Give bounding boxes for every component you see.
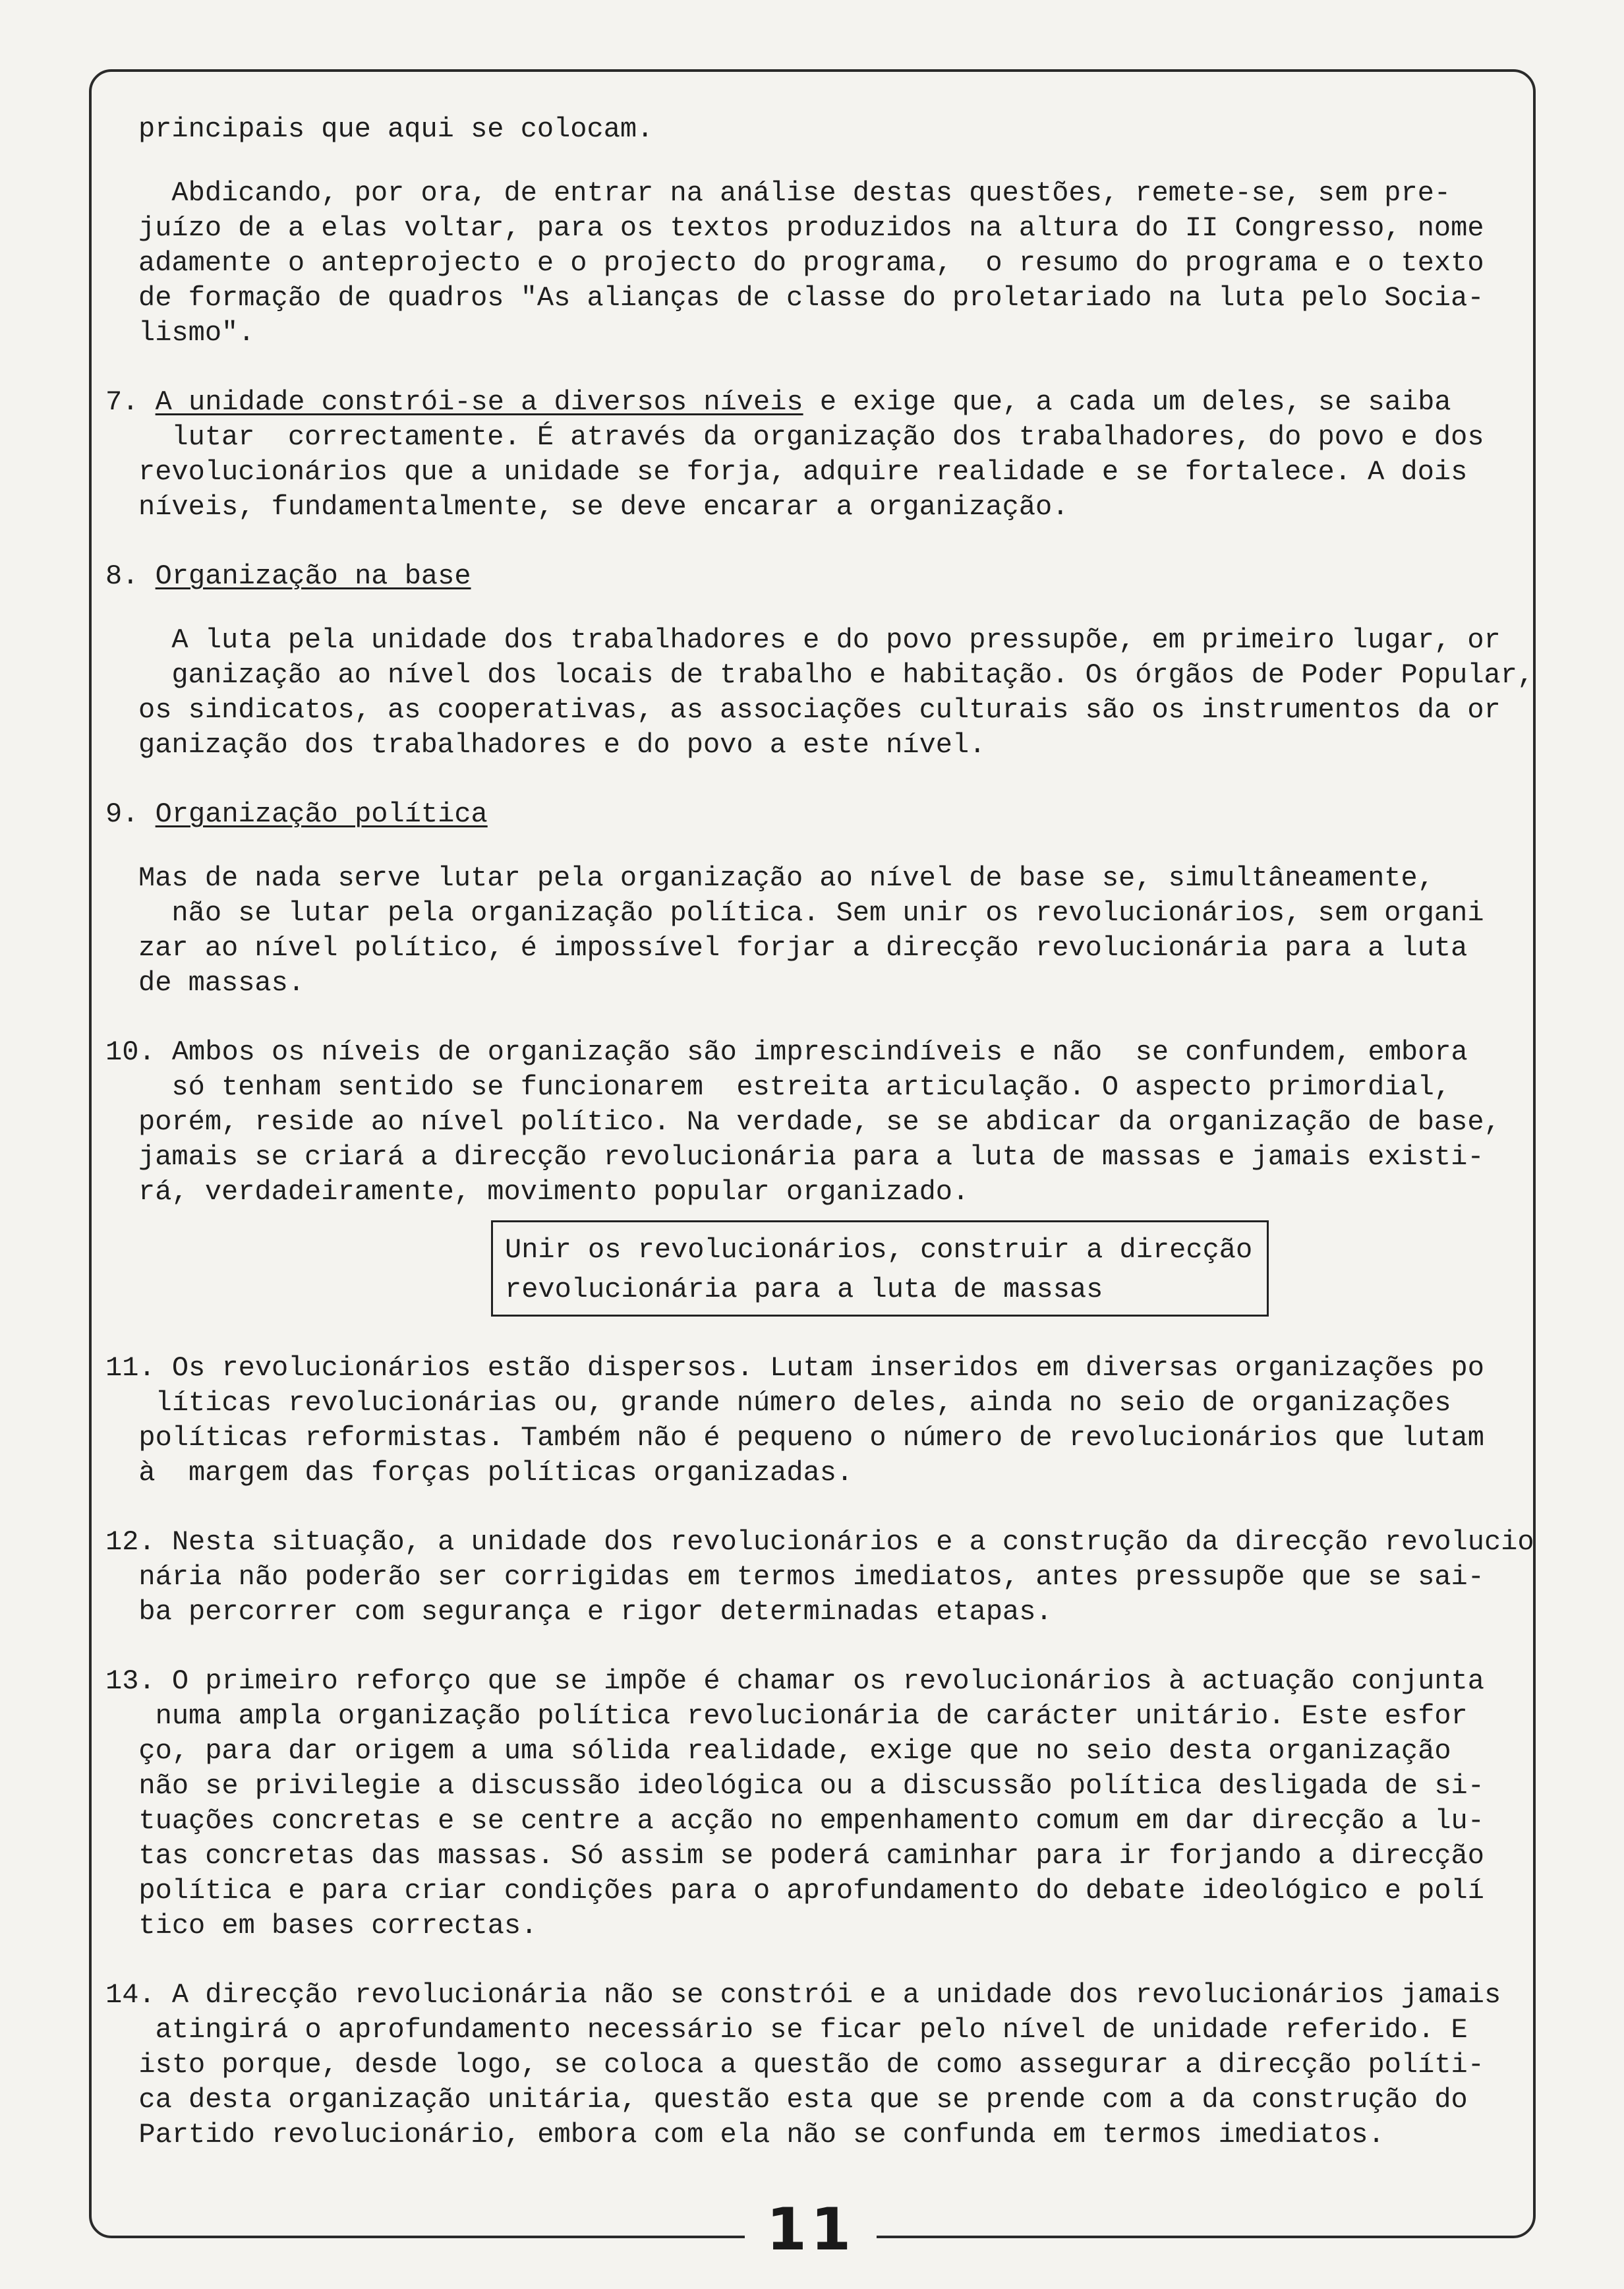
section-number: 9. [105,798,139,830]
text-line: ço, para dar origem a uma sólida realidade, exige que no seio desta organização [105,1735,1451,1767]
text-line: lutar correctamente. É através da organização dos trabalhadores, do povo e dos [138,421,1484,453]
text-line [105,1664,1496,1699]
text-line: política e para criar condições para o aprofundamento do debate ideológico e polí [105,1875,1484,1907]
section-number: 11. [105,1352,156,1384]
section-14 [105,1978,1501,2153]
section-8 [105,559,1534,763]
section-first-line: A direcção revolucionária não se constrói e a unidade dos revolucionários jamais [155,1979,1501,2011]
text-line: de formação de quadros "As alianças de classe do proletariado na luta pelo Socia- [138,282,1484,314]
callout-line: Unir os revolucionários, construir a direcção [505,1234,1253,1266]
section-11 [105,1351,1496,1491]
section-number: 10. [105,1036,156,1068]
section-first-line: O primeiro reforço que se impõe é chamar os revolucionários à actuação conjunta [155,1665,1484,1697]
text-line: tico em bases correctas. [105,1910,538,1942]
text-line: ganização ao nível dos locais de trabalho e habitação. Os órgãos de Poder Popular, [138,659,1534,691]
section-heading-rest: Ambos os níveis de organização são imprescindíveis e não se confundem, embora [155,1036,1468,1068]
text-line: ganização dos trabalhadores e do povo a este nível. [138,729,986,761]
section-9 [105,797,1496,1001]
section-heading: Organização na base [155,560,471,592]
section-number: 8. [105,560,139,592]
text-line: jamais se criará a direcção revolucionária para a luta de massas e jamais existi- [138,1141,1484,1173]
section-first-line: Nesta situação, a unidade dos revolucionários e a construção da direcção revolucio [155,1526,1534,1558]
text-line: ba percorrer com segurança e rigor determinadas etapas. [105,1596,1053,1628]
text-line: só tenham sentido se funcionarem estreita articulação. O aspecto primordial, [138,1071,1451,1103]
text-line: não se privilegie a discussão ideológica ou a discussão política desligada de si- [105,1770,1484,1802]
text-line: isto porque, desde logo, se coloca a questão de como assegurar a direcção políti- [105,2049,1484,2081]
section-13 [105,1664,1496,1944]
text-line: ca desta organização unitária, questão esta que se prende com a da construção do [105,2084,1468,2116]
text-line: líticas revolucionárias ou, grande número deles, ainda no seio de organizações [105,1387,1451,1419]
section-heading-line [105,797,1496,832]
text-line: tas concretas das massas. Só assim se poderá caminhar para ir forjando a direcção [105,1840,1484,1872]
section-number: 7. [105,386,139,418]
text-line: níveis, fundamentalmente, se deve encarar a organização. [138,491,1069,523]
text-line: Partido revolucionário, embora com ela não se confunda em termos imediatos. [105,2119,1385,2151]
text-line: numa ampla organização política revolucionária de carácter unitário. Este esfor [105,1700,1468,1732]
document-body [105,112,1534,2153]
section-number: 14. [105,1979,156,2011]
text-line: atingirá o aprofundamento necessário se ficar pelo nível de unidade referido. E [105,2014,1468,2046]
text-line: políticas reformistas. Também não é pequeno o número de revolucionários que lutam [105,1422,1484,1454]
text-line: porém, reside ao nível político. Na verdade, se se abdicar da organização de base, [138,1106,1501,1138]
intro-line: principais que aqui se colocam. [138,113,654,145]
text-line: tuações concretas e se centre a acção no empenhamento comum em dar direcção a lu- [105,1805,1484,1837]
paragraph-abdicando [105,176,1496,351]
text-line: Mas de nada serve lutar pela organização ao nível de base se, simultâneamente, [138,862,1434,894]
section-7 [105,385,1496,525]
text-line: rá, verdadeiramente, movimento popular organizado. [138,1176,970,1208]
page-number: 11 [766,2195,856,2263]
text-line [105,1978,1501,2013]
text-line: não se lutar pela organização política. Sem unir os revolucionários, sem organi [138,897,1484,929]
section-heading: Organização política [155,798,488,830]
text-line: revolucionários que a unidade se forja, adquire realidade e se fortalece. A dois [138,456,1468,488]
section-heading-rest: e exige que, a cada um deles, se saiba [803,386,1451,418]
section-heading-line [105,559,1496,594]
text-line: de massas. [138,967,305,999]
text-line: adamente o anteprojecto e o projecto do programa, o resumo do programa e o texto [138,247,1484,279]
section-10 [105,1035,1501,1210]
text-line [105,1351,1496,1386]
callout-line: revolucionária para a luta de massas [505,1274,1103,1305]
section-heading-line [105,385,1496,420]
text-line: A luta pela unidade dos trabalhadores e do povo pressupõe, em primeiro lugar, or [138,624,1501,656]
text-line: juízo de a elas voltar, para os textos produzidos na altura do II Congresso, nome [138,212,1484,244]
text-line: nária não poderão ser corrigidas em termos imediatos, antes pressupõe que se sai- [105,1561,1484,1593]
text-line: lismo". [138,317,255,349]
text-line: zar ao nível político, é impossível forjar a direcção revolucionária para a luta [138,932,1468,964]
text-line [105,1525,1534,1560]
section-heading-line [105,1035,1496,1070]
section-first-line: Os revolucionários estão dispersos. Lutam inseridos em diversas organizações po [155,1352,1484,1384]
section-heading: A unidade constrói-se a diversos níveis [155,386,803,418]
text-line: os sindicatos, as cooperativas, as associações culturais são os instrumentos da or [138,694,1501,726]
section-12 [105,1525,1534,1630]
callout-box [491,1220,1269,1317]
section-number: 13. [105,1665,156,1697]
text-line: Abdicando, por ora, de entrar na análise destas questões, remete-se, sem pre- [138,177,1451,209]
text-line: à margem das forças políticas organizadas. [105,1457,854,1489]
section-number: 12. [105,1526,156,1558]
